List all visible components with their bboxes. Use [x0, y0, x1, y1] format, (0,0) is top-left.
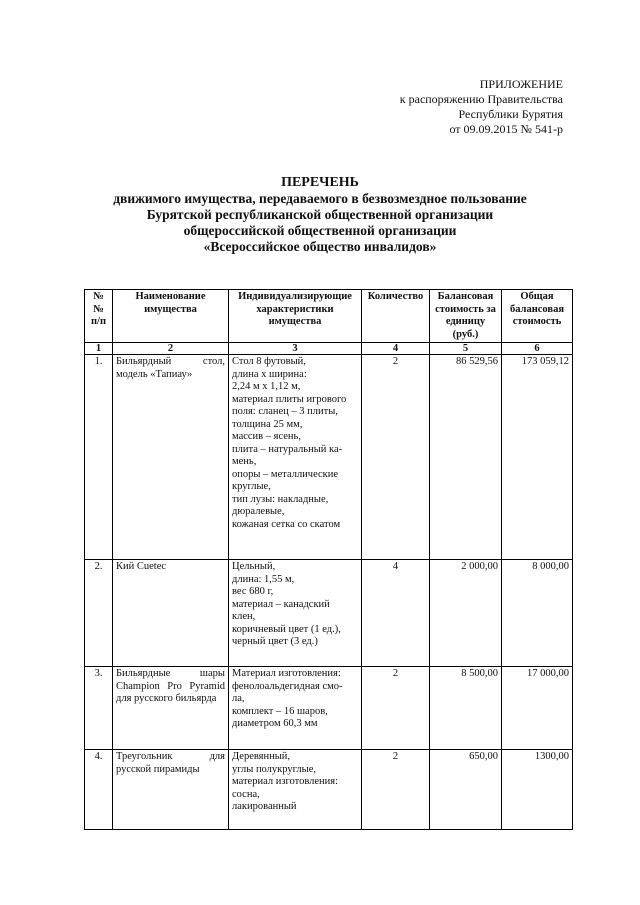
- item-name: Бильярдный стол, модель «Тапиау»: [113, 355, 229, 560]
- characteristic-line: кожаная сетка со скатом: [232, 518, 341, 530]
- title-sub-line: «Всероссийское общество инвалидов»: [203, 239, 437, 254]
- item-name: Треугольник для русской пирамиды: [113, 750, 229, 830]
- header-name: Наименование имущества: [113, 290, 229, 343]
- characteristic-line: Материал изготовления:: [232, 668, 341, 679]
- title-main: ПЕРЕЧЕНЬ: [281, 175, 359, 190]
- characteristic-line: материал изготовления:: [232, 776, 339, 787]
- characteristic-line: ла,: [232, 693, 245, 704]
- title-sub-line: движимого имущества, передаваемого в безвозмездное пользование: [113, 191, 527, 206]
- row-number: 1.: [85, 355, 113, 560]
- characteristic-line: толщина 25 мм,: [232, 418, 303, 430]
- characteristic-line: тип лузы: накладные,: [232, 493, 329, 505]
- characteristic-line: опоры – металлические: [232, 468, 339, 480]
- property-table: [84, 289, 573, 830]
- item-characteristics: [229, 667, 362, 750]
- table-row: [85, 667, 573, 750]
- header-number: №№ п/п: [85, 290, 113, 343]
- characteristic-line: лакированный: [232, 801, 297, 812]
- appendix-date-number: от 09.09.2015 № 541-р: [449, 122, 563, 136]
- item-total-value: 17 000,00: [502, 667, 573, 750]
- appendix-order-ref: к распоряжению Правительства: [399, 92, 563, 106]
- item-unit-value: 2 000,00: [430, 560, 502, 667]
- characteristic-line: диаметром 60,3 мм: [232, 718, 318, 729]
- header-total-value: Общая балансовая стоимость: [502, 290, 573, 343]
- characteristic-line: клен,: [232, 611, 256, 622]
- characteristic-line: круглые,: [232, 481, 271, 492]
- characteristic-line: длина: 1,55 м,: [232, 573, 295, 585]
- characteristic-line: углы полукруглые,: [232, 763, 316, 775]
- row-number: 2.: [85, 560, 113, 667]
- header-characteristics: Индивидуализирующие характеристики имущества: [229, 290, 362, 343]
- document-title: [60, 175, 580, 255]
- column-number: 5: [430, 343, 502, 355]
- item-unit-value: 86 529,56: [430, 355, 502, 560]
- item-quantity: 4: [362, 560, 430, 667]
- characteristic-line: коричневый цвет (1 ед.),: [232, 623, 341, 635]
- row-number: 4.: [85, 750, 113, 830]
- characteristic-line: Деревянный,: [232, 751, 291, 762]
- characteristic-line: фенолоальдегидная смо-: [232, 680, 343, 692]
- header-quantity: Количество: [362, 290, 430, 343]
- item-total-value: 1300,00: [502, 750, 573, 830]
- characteristic-line: Стол 8 футовый,: [232, 356, 306, 367]
- item-characteristics: [229, 560, 362, 667]
- characteristic-line: комплект – 16 шаров,: [232, 705, 328, 717]
- table-row: [85, 560, 573, 667]
- item-total-value: 173 059,12: [502, 355, 573, 560]
- column-number: 3: [229, 343, 362, 355]
- item-total-value: 8 000,00: [502, 560, 573, 667]
- row-number: 3.: [85, 667, 113, 750]
- appendix-republic: Республики Бурятия: [458, 107, 563, 121]
- characteristic-line: длина х ширина:: [232, 368, 307, 380]
- table-row: [85, 750, 573, 830]
- title-sub-line: Бурятской республиканской общественной организации: [146, 207, 494, 222]
- column-number: 1: [85, 343, 113, 355]
- characteristic-line: вес 680 г,: [232, 586, 274, 597]
- item-quantity: 2: [362, 667, 430, 750]
- table-header-row: [85, 290, 573, 343]
- header-unit-value: Балансовая стоимость за единицу (руб.): [430, 290, 502, 343]
- characteristic-line: плита – натуральный ка-: [232, 443, 343, 455]
- characteristic-line: сосна,: [232, 788, 260, 800]
- column-number-row: [85, 343, 573, 355]
- item-name: Кий Cuetec: [113, 560, 229, 667]
- table-row: [85, 355, 573, 560]
- characteristic-line: массив – ясень,: [232, 431, 301, 442]
- item-unit-value: 8 500,00: [430, 667, 502, 750]
- appendix-label: ПРИЛОЖЕНИЕ: [479, 77, 563, 91]
- characteristic-line: материал плиты игрового: [232, 393, 347, 405]
- title-sub-line: общероссийской общественной организации: [183, 223, 457, 238]
- column-number: 2: [113, 343, 229, 355]
- item-quantity: 2: [362, 355, 430, 560]
- item-name: Бильярдные шары Champion Pro Pyramid для русского бильярда: [113, 667, 229, 750]
- appendix-block: [243, 77, 563, 137]
- characteristic-line: 2,24 м х 1,12 м,: [232, 381, 301, 392]
- characteristic-line: поля: сланец – 3 плиты,: [232, 406, 338, 417]
- item-characteristics: [229, 750, 362, 830]
- characteristic-line: черный цвет (3 ед.): [232, 636, 318, 647]
- characteristic-line: материал – канадский: [232, 598, 330, 610]
- item-quantity: 2: [362, 750, 430, 830]
- column-number: 4: [362, 343, 430, 355]
- item-unit-value: 650,00: [430, 750, 502, 830]
- characteristic-line: мень,: [232, 456, 257, 467]
- item-characteristics: [229, 355, 362, 560]
- characteristic-line: дюралевые,: [232, 506, 285, 517]
- characteristic-line: Цельный,: [232, 561, 276, 572]
- column-number: 6: [502, 343, 573, 355]
